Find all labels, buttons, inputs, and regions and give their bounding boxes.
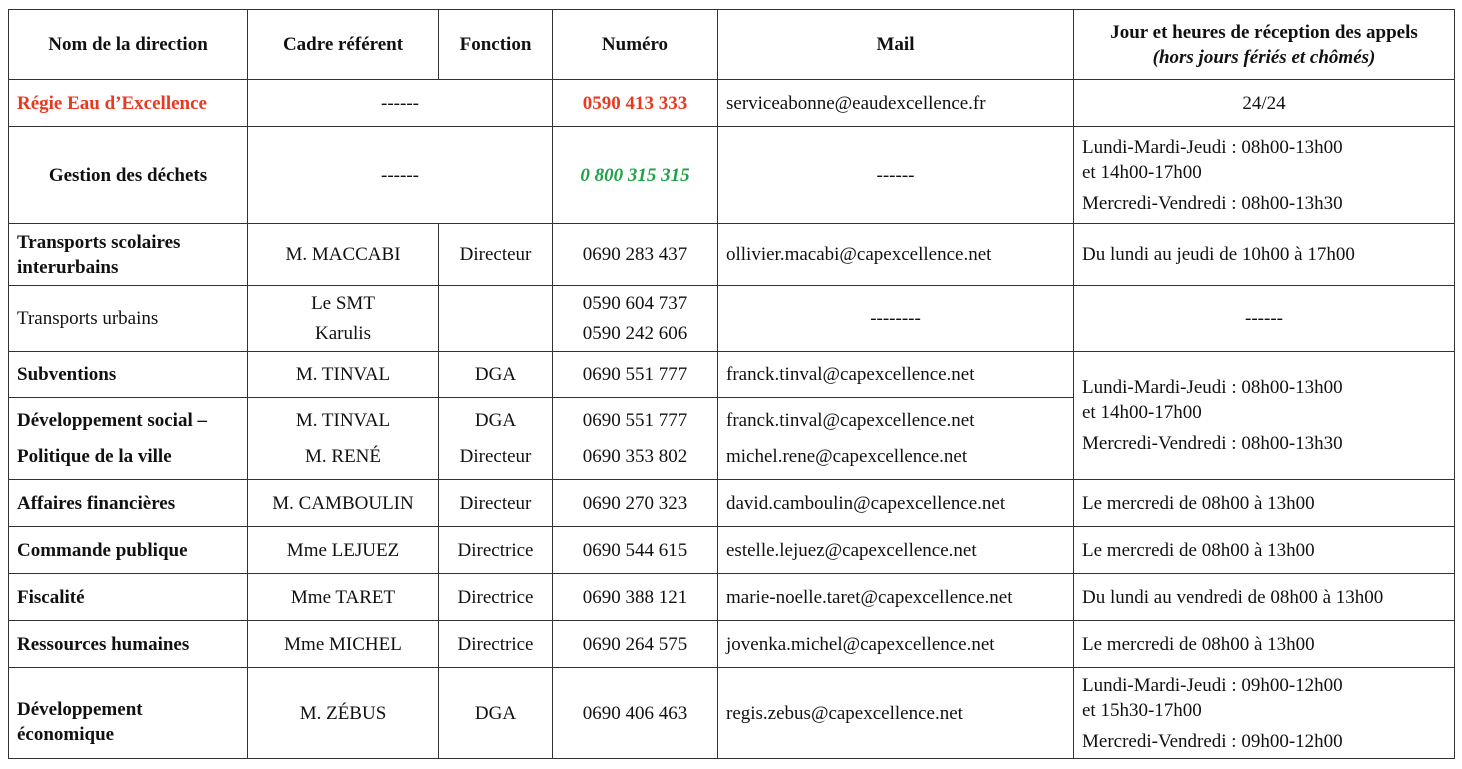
hours-line: et 15h30-17h00 [1082, 699, 1202, 721]
table-row [9, 224, 1455, 286]
row-mail: estelle.lejuez@capexcellence.net [718, 527, 1074, 574]
row-fonction: Directrice [439, 527, 553, 574]
row-numero: 0690 264 575 [553, 621, 718, 668]
row-name: Ressources humaines [9, 621, 248, 668]
row-name: Fiscalité [9, 574, 248, 621]
header-cadre: Cadre référent [248, 10, 439, 80]
row-hours [1074, 668, 1455, 759]
row-cadre: Mme MICHEL [248, 621, 439, 668]
numero-line: 0690 353 802 [582, 446, 688, 467]
table-row [9, 480, 1455, 527]
mail-line: franck.tinval@capexcellence.net [726, 410, 975, 431]
row-numero [553, 398, 718, 480]
mail-line: michel.rene@capexcellence.net [726, 446, 968, 467]
row-name: Régie Eau d’Excellence [9, 80, 248, 127]
numero-line: 0590 604 737 [582, 293, 688, 314]
table-row [9, 352, 1455, 398]
row-fonction: Directeur [439, 224, 553, 286]
directory-table [8, 9, 1455, 759]
hours-line: Mercredi-Vendredi : 09h00-12h00 [1082, 730, 1343, 752]
row-cadre: ------ [248, 127, 553, 224]
row-fonction: DGA [439, 668, 553, 759]
row-mail: ollivier.macabi@capexcellence.net [718, 224, 1074, 286]
row-mail: marie-noelle.taret@capexcellence.net [718, 574, 1074, 621]
row-numero: 0690 544 615 [553, 527, 718, 574]
row-mail: -------- [718, 286, 1074, 352]
row-cadre: M. TINVAL [248, 352, 439, 398]
row-hours: 24/24 [1074, 80, 1455, 127]
name-line: Développement [17, 699, 143, 720]
header-hours-title: Jour et heures de réception des appels [1110, 21, 1418, 43]
hours-line: Lundi-Mardi-Jeudi : 08h00-13h00 [1082, 136, 1343, 158]
table-row [9, 621, 1455, 668]
hours-line: Mercredi-Vendredi : 08h00-13h30 [1082, 192, 1343, 214]
row-fonction: DGA [439, 352, 553, 398]
hours-line: Lundi-Mardi-Jeudi : 09h00-12h00 [1082, 674, 1343, 696]
fonction-line: DGA [474, 410, 517, 431]
row-cadre: Mme TARET [248, 574, 439, 621]
numero-line: 0690 551 777 [582, 410, 688, 431]
row-fonction: Directrice [439, 621, 553, 668]
cadre-line: Karulis [315, 323, 371, 344]
row-name [9, 398, 248, 480]
header-hours-subtitle: (hors jours fériés et chômés) [1152, 46, 1376, 68]
row-cadre [248, 286, 439, 352]
cadre-line: M. RENÉ [305, 446, 381, 467]
name-line: Politique de la ville [17, 446, 172, 467]
row-cadre: ------ [248, 80, 553, 127]
row-mail: franck.tinval@capexcellence.net [718, 352, 1074, 398]
row-hours: Le mercredi de 08h00 à 13h00 [1074, 621, 1455, 668]
header-hours [1074, 10, 1455, 80]
row-numero [553, 286, 718, 352]
row-hours: Du lundi au vendredi de 08h00 à 13h00 [1074, 574, 1455, 621]
header-fonction: Fonction [439, 10, 553, 80]
cadre-line: M. TINVAL [295, 410, 391, 431]
row-name [9, 668, 248, 759]
row-name: Gestion des déchets [9, 127, 248, 224]
row-hours: Le mercredi de 08h00 à 13h00 [1074, 527, 1455, 574]
name-line: économique [17, 724, 115, 745]
row-numero: 0690 551 777 [553, 352, 718, 398]
row-mail: regis.zebus@capexcellence.net [718, 668, 1074, 759]
row-name: Affaires financières [9, 480, 248, 527]
header-numero: Numéro [553, 10, 718, 80]
table-row [9, 286, 1455, 352]
row-fonction: Directrice [439, 574, 553, 621]
row-hours: Le mercredi de 08h00 à 13h00 [1074, 480, 1455, 527]
fonction-line: Directeur [459, 446, 532, 467]
row-name: Transports scolaires interurbains [9, 224, 248, 286]
header-mail: Mail [718, 10, 1074, 80]
row-numero: 0690 406 463 [553, 668, 718, 759]
row-mail [718, 398, 1074, 480]
row-numero: 0690 388 121 [553, 574, 718, 621]
row-name: Commande publique [9, 527, 248, 574]
row-name: Subventions [9, 352, 248, 398]
table-row [9, 574, 1455, 621]
row-cadre: M. MACCABI [248, 224, 439, 286]
row-numero: 0690 270 323 [553, 480, 718, 527]
header-name: Nom de la direction [9, 10, 248, 80]
row-hours [1074, 352, 1455, 480]
table-row [9, 127, 1455, 224]
name-line: Développement social – [17, 410, 207, 431]
row-fonction: Directeur [439, 480, 553, 527]
hours-line: Lundi-Mardi-Jeudi : 08h00-13h00 [1082, 377, 1343, 398]
row-name: Transports urbains [9, 286, 248, 352]
row-numero: 0590 413 333 [553, 80, 718, 127]
header-row [9, 10, 1455, 80]
cadre-line: Le SMT [311, 293, 375, 314]
row-hours: ------ [1074, 286, 1455, 352]
row-cadre: Mme LEJUEZ [248, 527, 439, 574]
hours-line: et 14h00-17h00 [1082, 402, 1202, 423]
row-hours [1074, 127, 1455, 224]
row-mail: jovenka.michel@capexcellence.net [718, 621, 1074, 668]
row-cadre [248, 398, 439, 480]
numero-line: 0590 242 606 [582, 323, 688, 344]
hours-line: et 14h00-17h00 [1082, 161, 1202, 183]
row-numero: 0690 283 437 [553, 224, 718, 286]
table-row [9, 668, 1455, 759]
hours-line: Mercredi-Vendredi : 08h00-13h30 [1082, 433, 1343, 454]
row-numero: 0 800 315 315 [553, 127, 718, 224]
table-row [9, 80, 1455, 127]
row-mail: ------ [718, 127, 1074, 224]
row-cadre: M. ZÉBUS [248, 668, 439, 759]
row-mail: serviceabonne@eaudexcellence.fr [718, 80, 1074, 127]
row-fonction [439, 398, 553, 480]
row-hours: Du lundi au jeudi de 10h00 à 17h00 [1074, 224, 1455, 286]
row-fonction [439, 286, 553, 352]
row-cadre: M. CAMBOULIN [248, 480, 439, 527]
table-row [9, 527, 1455, 574]
row-mail: david.camboulin@capexcellence.net [718, 480, 1074, 527]
